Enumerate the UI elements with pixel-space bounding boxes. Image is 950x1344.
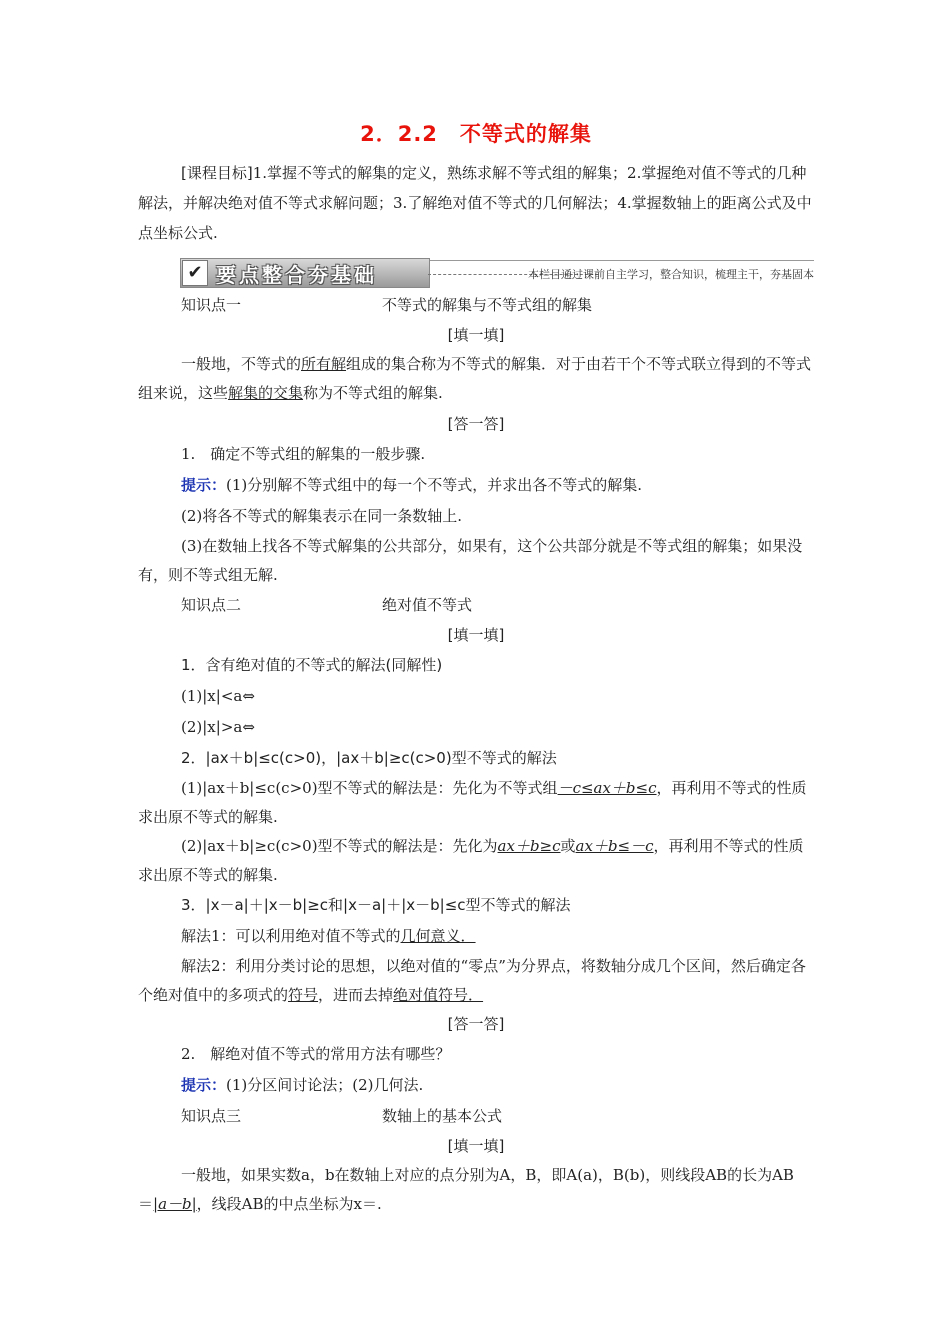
kp1-text-a: 一般地，不等式的 <box>181 355 302 373</box>
kp3-label: 知识点三 <box>181 1107 242 1125</box>
kp2-para-2-2 <box>138 832 814 890</box>
kp2-text: 解法1：可以利用绝对值不等式的 <box>181 927 401 945</box>
kp1-paragraph <box>138 350 814 408</box>
kp1-blank-2: 解集的交集 <box>228 384 304 402</box>
page <box>138 118 814 1219</box>
kp2-item-1: (1)|x|<a⇔ <box>181 687 255 705</box>
page-title: 2．2.2 不等式的解集 <box>360 122 592 146</box>
kp3-text: ，线段AB的中点坐标为x＝. <box>196 1195 382 1213</box>
kp2-para-2-1 <box>138 774 814 832</box>
kp1-fill: [填一填] <box>447 326 505 344</box>
kp2-subheading-1: 1．含有绝对值的不等式的解法(同解性) <box>181 656 443 674</box>
kp2-heading: 绝对值不等式 <box>382 596 473 614</box>
kp2-text: (1)|ax＋b|≤c(c>0)型不等式的解法是：先化为不等式组 <box>181 779 558 797</box>
check-icon: ✔ <box>182 260 208 286</box>
kp1-text-b: 组成的集合称为不等式的解集．对于由若干个不等式联立得到的不等式组来说，这些 <box>138 355 812 402</box>
kp1-blank-1: 所有解 <box>301 355 347 373</box>
kp2-blank: 符号 <box>288 986 319 1004</box>
objective-label: [课程目标] <box>181 164 253 182</box>
kp2-text: ，进而去掉 <box>318 986 394 1004</box>
kp1-hint-3: (3)在数轴上找各不等式解集的公共部分，如果有，这个公共部分就是不等式组的解集；如果没有，则不等式组无解. <box>138 537 803 584</box>
hint-label: 提示： <box>181 476 227 494</box>
kp3-heading: 数轴上的基本公式 <box>382 1107 503 1125</box>
kp2-question: 2. 解绝对值不等式的常用方法有哪些？ <box>181 1045 451 1063</box>
kp2-blank: ax＋b≥c <box>497 837 561 855</box>
kp2-blank: ax＋b≤－c <box>575 837 654 855</box>
kp1-hint-1 <box>138 470 814 501</box>
kp2-header <box>138 590 814 621</box>
banner-rule <box>428 260 814 261</box>
kp1-answer: [答一答] <box>447 415 505 433</box>
kp3-fill: [填一填] <box>447 1137 505 1155</box>
kp3-header <box>138 1101 814 1132</box>
kp1-label: 知识点一 <box>181 296 242 314</box>
kp2-label: 知识点二 <box>181 596 242 614</box>
section-banner <box>138 258 814 288</box>
kp2-text: ，再利用不等式的性质求出原不等式的解集. <box>138 837 804 884</box>
kp2-blank: 绝对值符号． <box>393 986 484 1004</box>
kp3-text: 一般地，如果实数a，b在数轴上对应的点分别为A，B，即A(a)，B(b)，则线段AB的长为AB＝ <box>138 1166 794 1213</box>
kp1-heading: 不等式的解集与不等式组的解集 <box>382 296 593 314</box>
kp2-method-2 <box>138 952 814 1010</box>
kp2-text: (2)|ax＋b|≥c(c>0)型不等式的解法是：先化为 <box>181 837 498 855</box>
kp2-hint <box>138 1070 814 1101</box>
banner-title: 要点整合夯基础 <box>216 263 377 287</box>
kp2-text: ，再利用不等式的性质求出原不等式的解集. <box>138 779 807 826</box>
kp2-text: 或 <box>560 837 576 855</box>
hint-label: 提示： <box>181 1076 227 1094</box>
course-objectives <box>138 158 814 248</box>
kp1-header <box>138 290 814 321</box>
kp3-blank: |a－b| <box>153 1195 197 1213</box>
kp2-subheading-2: 2．|ax＋b|≤c(c>0)，|ax＋b|≥c(c>0)型不等式的解法 <box>181 749 557 767</box>
hint-text: (1)分别解不等式组中的每一个不等式，并求出各不等式的解集. <box>226 476 643 494</box>
hint-text: (1)分区间讨论法；(2)几何法. <box>226 1076 424 1094</box>
kp2-text: 解法2：利用分类讨论的思想，以绝对值的“零点”为分界点，将数轴分成几个区间，然后确定各个绝对值中的多项式的 <box>138 957 806 1004</box>
kp2-subheading-3: 3．|x－a|＋|x－b|≥c和|x－a|＋|x－b|≤c型不等式的解法 <box>181 896 571 914</box>
kp2-blank: －c≤ax＋b≤c <box>557 779 657 797</box>
kp1-question: 1. 确定不等式组的解集的一般步骤. <box>181 445 426 463</box>
kp3-paragraph <box>138 1161 814 1219</box>
kp1-hint-2: (2)将各不等式的解集表示在同一条数轴上. <box>181 507 463 525</box>
objective-text: 1.掌握不等式的解集的定义，熟练求解不等式组的解集；2.掌握绝对值不等式的几种解法，并解决绝对值不等式求解问题；3.了解绝对值不等式的几何解法；4.掌握数轴上的距离公式及中点坐标公式. <box>138 164 812 242</box>
kp1-text-c: 称为不等式组的解集. <box>303 384 443 402</box>
kp2-item-2: (2)|x|>a⇔ <box>181 718 255 736</box>
kp2-method-1 <box>138 921 814 952</box>
kp2-fill: [填一填] <box>447 626 505 644</box>
kp2-blank: 几何意义． <box>400 927 476 945</box>
banner-note: 本栏目通过课前自主学习，整合知识，梳理主干，夯基固本 <box>528 268 814 281</box>
kp2-answer: [答一答] <box>447 1015 505 1033</box>
